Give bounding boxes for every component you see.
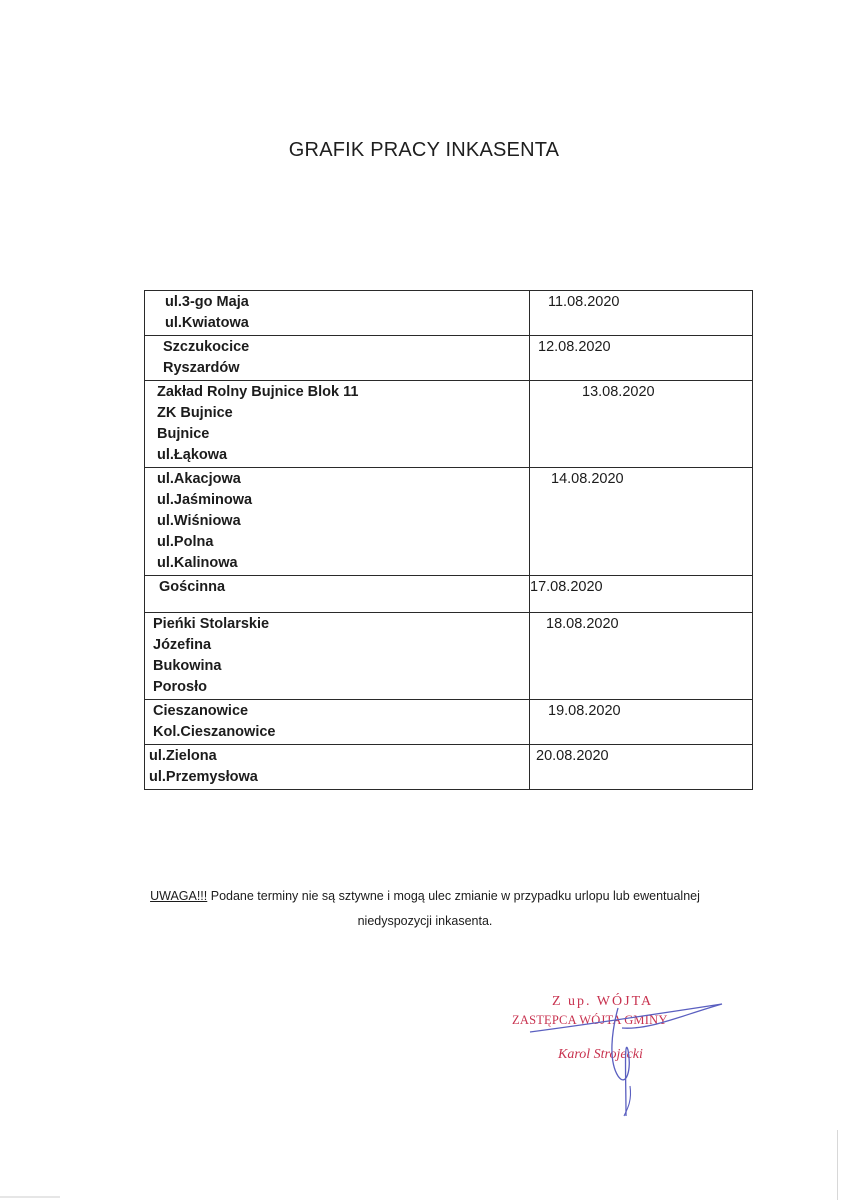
place-name: ul.Polna [157, 534, 214, 550]
place-name: ul.Wiśniowa [157, 513, 241, 529]
place-name: ul.Kwiatowa [165, 315, 249, 331]
date-cell [530, 745, 753, 790]
place-name: ul.3-go Maja [165, 294, 249, 310]
place-name: ul.Przemysłowa [149, 769, 258, 785]
table-row [145, 745, 753, 790]
scan-smudge [0, 1196, 60, 1198]
places-cell [145, 700, 530, 745]
place-name: Porosło [153, 679, 207, 695]
place-name: ul.Jaśminowa [157, 492, 253, 508]
date-cell [530, 291, 753, 336]
date-value: 18.08.2020 [546, 616, 619, 632]
table-row [145, 336, 753, 381]
places-cell [145, 291, 530, 336]
notice-label: UWAGA!!! [150, 889, 208, 903]
date-value: 19.08.2020 [548, 703, 621, 719]
place-name: ul.Kalinowa [157, 555, 238, 571]
schedule-table [144, 290, 753, 790]
official-stamp [500, 990, 740, 1130]
place-name: ul.Akacjowa [157, 471, 241, 487]
date-value: 17.08.2020 [530, 579, 603, 595]
date-value: 11.08.2020 [548, 294, 620, 310]
place-name: Pieńki Stolarskie [153, 616, 270, 632]
table-row [145, 468, 753, 576]
date-cell [530, 381, 753, 468]
place-name: ul.Łąkowa [157, 447, 228, 463]
schedule-table-body [145, 291, 753, 790]
date-cell [530, 336, 753, 381]
date-cell [530, 613, 753, 700]
place-name: Zakład Rolny Bujnice Blok 11 [157, 384, 359, 400]
date-cell [530, 468, 753, 576]
place-name: Kol.Cieszanowice [153, 724, 276, 740]
notice-line-2: niedyspozycji inkasenta. [357, 914, 493, 928]
place-name: Szczukocice [163, 339, 250, 355]
place-name: Gościnna [159, 579, 226, 595]
table-row [145, 700, 753, 745]
notice-line-1 [110, 884, 740, 909]
places-cell [145, 613, 530, 700]
table-row [145, 613, 753, 700]
stamp-line-2: ZASTĘPCA WÓJTA GMINY [512, 1013, 668, 1027]
table-row [145, 576, 753, 613]
place-name: ul.Zielona [149, 748, 217, 764]
stamp-line-3: Karol Strojecki [558, 1047, 643, 1062]
date-value: 13.08.2020 [582, 384, 655, 400]
table-row [145, 291, 753, 336]
date-value: 14.08.2020 [551, 471, 624, 487]
places-cell [145, 468, 530, 576]
place-name: ZK Bujnice [157, 405, 233, 421]
places-cell [145, 745, 530, 790]
places-cell [145, 336, 530, 381]
places-cell [145, 576, 530, 613]
table-row [145, 381, 753, 468]
place-name: Bukowina [153, 658, 222, 674]
notice [110, 884, 740, 934]
place-name: Cieszanowice [153, 703, 249, 719]
notice-text-1: Podane terminy nie są sztywne i mogą ulec zmianie w przypadku urlopu lub ewentualnej [207, 889, 700, 903]
date-cell [530, 700, 753, 745]
document-title: GRAFIK PRACY INKASENTA [288, 139, 560, 161]
date-value: 12.08.2020 [538, 339, 611, 355]
handwritten-signature [500, 990, 740, 1130]
scan-edge-line [837, 1130, 838, 1200]
place-name: Bujnice [157, 426, 210, 442]
date-value: 20.08.2020 [536, 748, 609, 764]
stamp-line-1: Z up. WÓJTA [552, 994, 654, 1009]
date-cell [530, 576, 753, 613]
place-name: Józefina [153, 637, 212, 653]
place-name: Ryszardów [163, 360, 240, 376]
places-cell [145, 381, 530, 468]
